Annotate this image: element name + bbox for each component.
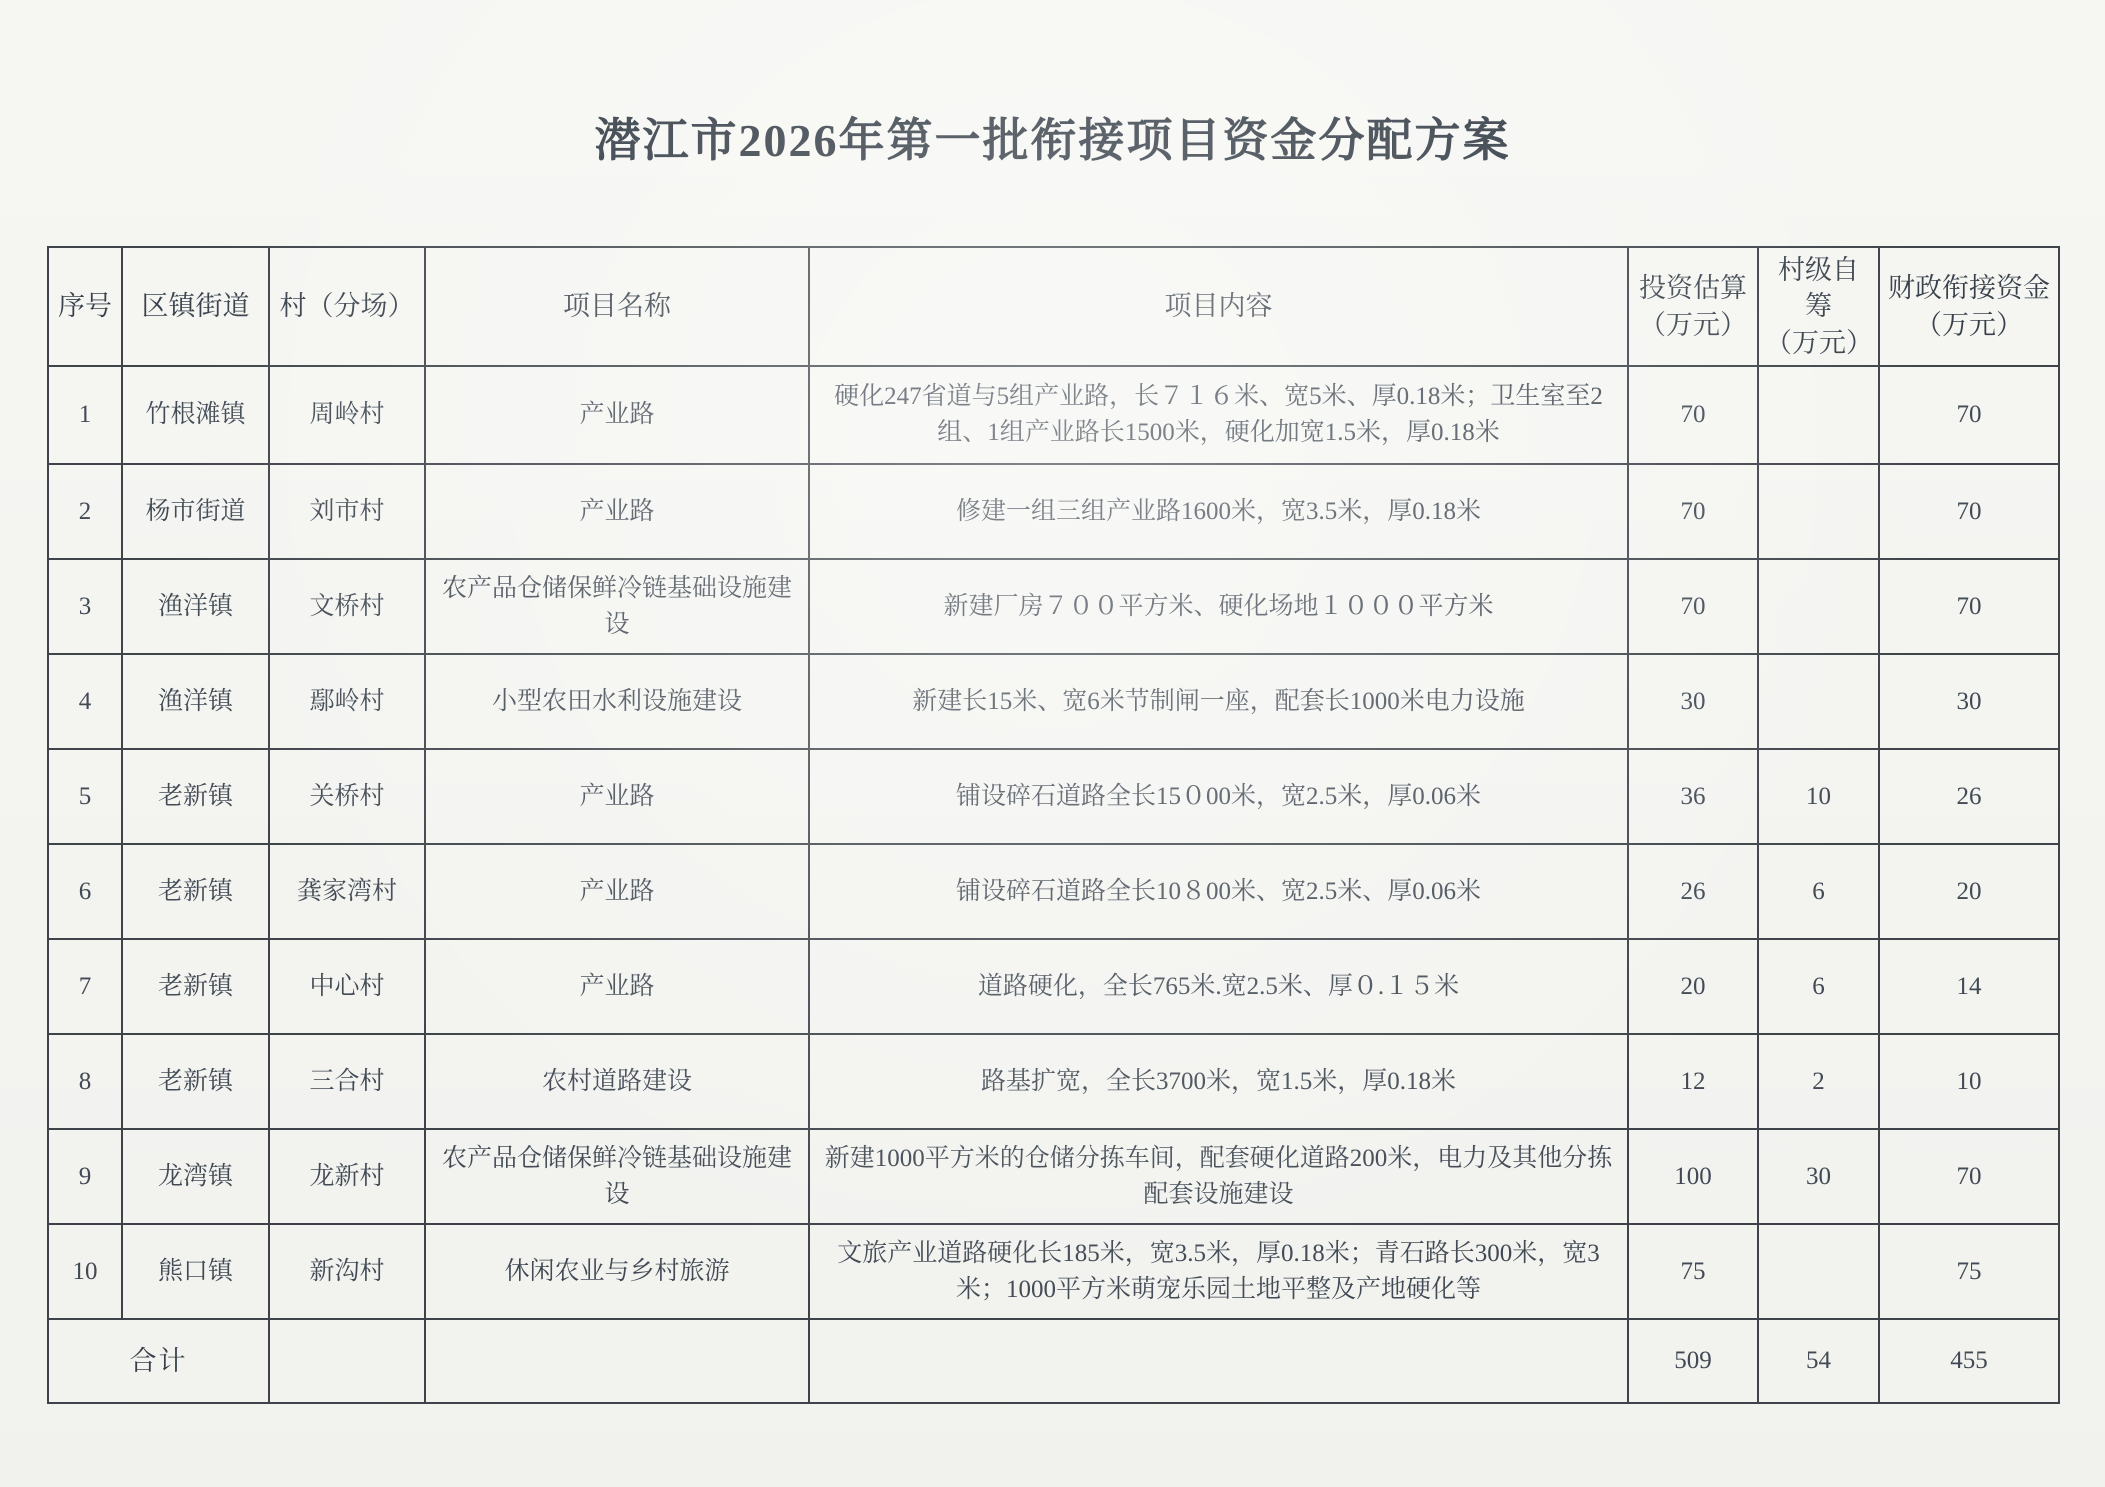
table-row: [48, 844, 2059, 939]
cell-investment: 70: [1628, 559, 1758, 654]
cell-project-name: 休闲农业与乡村旅游: [425, 1224, 809, 1319]
table-row: [48, 366, 2059, 464]
cell-project-content: 新建厂房７００平方米、硬化场地１０００平方米: [809, 559, 1628, 654]
cell-fiscal-funds: 30: [1879, 654, 2059, 749]
table-row: [48, 464, 2059, 559]
cell-project-content: 修建一组三组产业路1600米，宽3.5米，厚0.18米: [809, 464, 1628, 559]
header-cell-project-content: 项目内容: [809, 247, 1628, 366]
header-cell-fiscal-funds: 财政衔接资金 （万元）: [1879, 247, 2059, 366]
table-row: [48, 654, 2059, 749]
cell-fiscal-funds: 70: [1879, 366, 2059, 464]
cell-investment: 26: [1628, 844, 1758, 939]
cell-village: 三合村: [269, 1034, 425, 1129]
cell-project-content: 文旅产业道路硬化长185米，宽3.5米，厚0.18米；青石路长300米，宽3米；1000平方米萌宠乐园土地平整及产地硬化等: [809, 1224, 1628, 1319]
cell-investment: 75: [1628, 1224, 1758, 1319]
total-content-empty: [809, 1319, 1628, 1403]
cell-self-raised: 30: [1758, 1129, 1879, 1224]
cell-investment: 36: [1628, 749, 1758, 844]
header-cell-project-name: 项目名称: [425, 247, 809, 366]
header-cell-seq: 序号: [48, 247, 122, 366]
total-self-raised: 54: [1758, 1319, 1879, 1403]
total-label: 合计: [48, 1319, 269, 1403]
cell-seq: 4: [48, 654, 122, 749]
cell-seq: 9: [48, 1129, 122, 1224]
cell-village: 龚家湾村: [269, 844, 425, 939]
header-cell-investment: 投资估算 （万元）: [1628, 247, 1758, 366]
cell-seq: 8: [48, 1034, 122, 1129]
cell-fiscal-funds: 70: [1879, 559, 2059, 654]
cell-village: 龙新村: [269, 1129, 425, 1224]
cell-self-raised: [1758, 559, 1879, 654]
cell-village: 文桥村: [269, 559, 425, 654]
cell-seq: 7: [48, 939, 122, 1034]
cell-town: 老新镇: [122, 939, 269, 1034]
table-row: [48, 939, 2059, 1034]
cell-project-content: 新建1000平方米的仓储分拣车间，配套硬化道路200米，电力及其他分拣配套设施建设: [809, 1129, 1628, 1224]
cell-project-content: 铺设碎石道路全长15０00米，宽2.5米，厚0.06米: [809, 749, 1628, 844]
cell-investment: 12: [1628, 1034, 1758, 1129]
cell-town: 老新镇: [122, 749, 269, 844]
cell-village: 关桥村: [269, 749, 425, 844]
cell-project-name: 产业路: [425, 464, 809, 559]
cell-village: 鄢岭村: [269, 654, 425, 749]
cell-village: 周岭村: [269, 366, 425, 464]
fund-allocation-table: [47, 246, 2060, 1404]
cell-project-name: 产业路: [425, 939, 809, 1034]
cell-fiscal-funds: 14: [1879, 939, 2059, 1034]
cell-project-name: 产业路: [425, 844, 809, 939]
cell-seq: 2: [48, 464, 122, 559]
cell-project-content: 道路硬化，全长765米.宽2.5米、厚０.１５米: [809, 939, 1628, 1034]
cell-project-content: 硬化247省道与5组产业路，长７１６米、宽5米、厚0.18米；卫生室至2组、1组产业路长1500米，硬化加宽1.5米，厚0.18米: [809, 366, 1628, 464]
cell-village: 中心村: [269, 939, 425, 1034]
cell-investment: 30: [1628, 654, 1758, 749]
cell-town: 杨市街道: [122, 464, 269, 559]
cell-self-raised: [1758, 1224, 1879, 1319]
cell-investment: 20: [1628, 939, 1758, 1034]
table-row: [48, 1034, 2059, 1129]
cell-fiscal-funds: 75: [1879, 1224, 2059, 1319]
cell-seq: 3: [48, 559, 122, 654]
header-cell-village: 村（分场）: [269, 247, 425, 366]
cell-town: 老新镇: [122, 844, 269, 939]
cell-seq: 6: [48, 844, 122, 939]
page-title: 潜江市2026年第一批衔接项目资金分配方案: [594, 115, 1511, 166]
cell-seq: 5: [48, 749, 122, 844]
cell-self-raised: [1758, 654, 1879, 749]
cell-self-raised: [1758, 464, 1879, 559]
cell-fiscal-funds: 70: [1879, 1129, 2059, 1224]
cell-town: 渔洋镇: [122, 654, 269, 749]
cell-town: 龙湾镇: [122, 1129, 269, 1224]
cell-investment: 100: [1628, 1129, 1758, 1224]
cell-fiscal-funds: 26: [1879, 749, 2059, 844]
cell-project-content: 路基扩宽，全长3700米，宽1.5米，厚0.18米: [809, 1034, 1628, 1129]
cell-investment: 70: [1628, 464, 1758, 559]
cell-town: 竹根滩镇: [122, 366, 269, 464]
cell-project-name: 产业路: [425, 749, 809, 844]
cell-fiscal-funds: 70: [1879, 464, 2059, 559]
cell-project-name: 农产品仓储保鲜冷链基础设施建设: [425, 1129, 809, 1224]
cell-self-raised: 10: [1758, 749, 1879, 844]
table-row: [48, 1224, 2059, 1319]
cell-project-content: 新建长15米、宽6米节制闸一座，配套长1000米电力设施: [809, 654, 1628, 749]
cell-self-raised: 6: [1758, 844, 1879, 939]
cell-town: 老新镇: [122, 1034, 269, 1129]
cell-self-raised: 2: [1758, 1034, 1879, 1129]
cell-fiscal-funds: 20: [1879, 844, 2059, 939]
cell-town: 渔洋镇: [122, 559, 269, 654]
cell-village: 刘市村: [269, 464, 425, 559]
cell-project-content: 铺设碎石道路全长10８00米、宽2.5米、厚0.06米: [809, 844, 1628, 939]
table-row: [48, 559, 2059, 654]
header-cell-town: 区镇街道: [122, 247, 269, 366]
total-village-empty: [269, 1319, 425, 1403]
cell-town: 熊口镇: [122, 1224, 269, 1319]
cell-project-name: 小型农田水利设施建设: [425, 654, 809, 749]
header-cell-self-raised: 村级自筹 （万元）: [1758, 247, 1879, 366]
cell-project-name: 产业路: [425, 366, 809, 464]
cell-seq: 1: [48, 366, 122, 464]
cell-self-raised: [1758, 366, 1879, 464]
cell-project-name: 农村道路建设: [425, 1034, 809, 1129]
total-investment: 509: [1628, 1319, 1758, 1403]
cell-village: 新沟村: [269, 1224, 425, 1319]
cell-investment: 70: [1628, 366, 1758, 464]
cell-project-name: 农产品仓储保鲜冷链基础设施建设: [425, 559, 809, 654]
cell-seq: 10: [48, 1224, 122, 1319]
cell-fiscal-funds: 10: [1879, 1034, 2059, 1129]
table-header-row: [48, 247, 2059, 366]
table-row: [48, 749, 2059, 844]
total-fiscal-funds: 455: [1879, 1319, 2059, 1403]
total-project-empty: [425, 1319, 809, 1403]
total-row: [48, 1319, 2059, 1403]
table-row: [48, 1129, 2059, 1224]
cell-self-raised: 6: [1758, 939, 1879, 1034]
